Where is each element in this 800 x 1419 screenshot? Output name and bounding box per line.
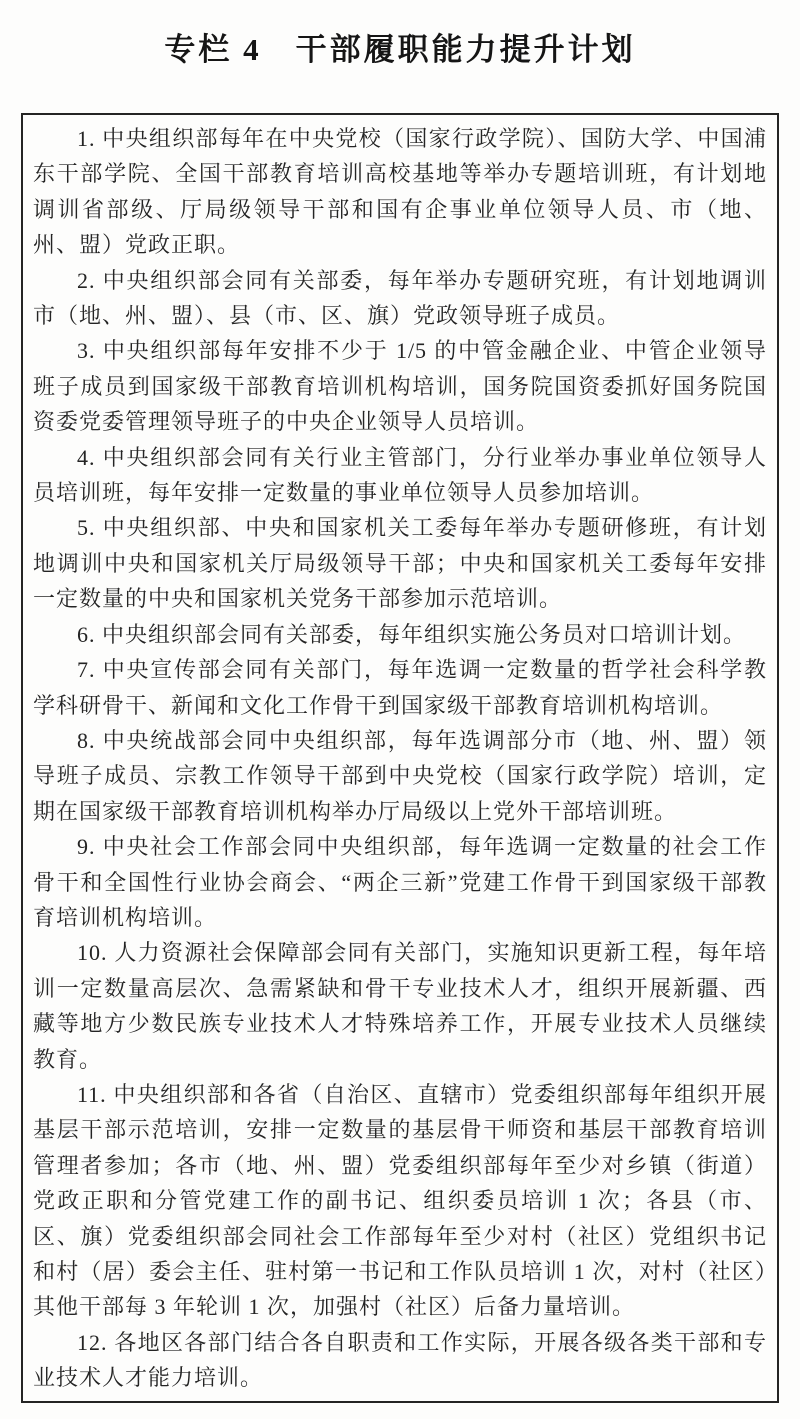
- box-paragraph: 9. 中央社会工作部会同中央组织部，每年选调一定数量的社会工作骨干和全国性行业协会商会、“两企三新”党建工作骨干到国家级干部教育培训机构培训。: [33, 834, 767, 930]
- box-paragraph: 4. 中央组织部会同有关行业主管部门，分行业举办事业单位领导人员培训班，每年安排一定数量的事业单位领导人员参加培训。: [33, 444, 767, 506]
- box-paragraph: 11. 中央组织部和各省（自治区、直辖市）党委组织部每年组织开展基层干部示范培训，安排一定数量的基层骨干师资和基层干部教育培训管理者参加；各市（地、州、盟）党委组织部每年至少对乡镇（街道）党政正职和分管党建工作的副书记、组织委员培训 1 次；各县（市、区、旗）党委组织部会同社会工作部每年至少对村（社区）党组织书记和村（居）委会主任、驻村第一书记和工作队员培训 1 次，对村（社区）其他干部每 3 年轮训 1 次，加强村（社区）后备力量培训。: [33, 1081, 767, 1320]
- box-paragraph: 3. 中央组织部每年安排不少于 1/5 的中管金融企业、中管企业领导班子成员到国家级干部教育培训机构培训，国务院国资委抓好国务院国资委党委管理领导班子的中央企业领导人员培训。: [33, 338, 767, 435]
- box-paragraph: 6. 中央组织部会同有关部委，每年组织实施公务员对口培训计划。: [77, 621, 747, 647]
- content-box: [21, 113, 779, 1403]
- page-title: 专栏 4 干部履职能力提升计划: [164, 32, 636, 67]
- box-paragraph: 5. 中央组织部、中央和国家机关工委每年举办专题研修班，有计划地调训中央和国家机关厅局级领导干部；中央和国家机关工委每年安排一定数量的中央和国家机关党务干部参加示范培训。: [33, 515, 767, 612]
- box-paragraph: 12. 各地区各部门结合各自职责和工作实际，开展各级各类干部和专业技术人才能力培训。: [33, 1329, 767, 1391]
- box-paragraph: 1. 中央组织部每年在中央党校（国家行政学院）、国防大学、中国浦东干部学院、全国干部教育培训高校基地等举办专题培训班，有计划地调训省部级、厅局级领导干部和国有企事业单位领导人员、市（地、州、盟）党政正职。: [33, 126, 767, 258]
- box-paragraph: 8. 中央统战部会同中央组织部，每年选调部分市（地、州、盟）领导班子成员、宗教工作领导干部到中央党校（国家行政学院）培训，定期在国家级干部教育培训机构举办厅局级以上党外干部培训班。: [33, 727, 767, 824]
- box-paragraph: 2. 中央组织部会同有关部委，每年举办专题研究班，有计划地调训市（地、州、盟）、县（市、区、旗）党政领导班子成员。: [33, 267, 767, 329]
- box-paragraph: 7. 中央宣传部会同有关部门，每年选调一定数量的哲学社会科学教学科研骨干、新闻和文化工作骨干到国家级干部教育培训机构培训。: [33, 657, 767, 718]
- box-paragraph: 10. 人力资源社会保障部会同有关部门，实施知识更新工程，每年培训一定数量高层次、急需紧缺和骨干专业技术人才，组织开展新疆、西藏等地方少数民族专业技术人才特殊培养工作，开展专业技术人员继续教育。: [33, 940, 767, 1072]
